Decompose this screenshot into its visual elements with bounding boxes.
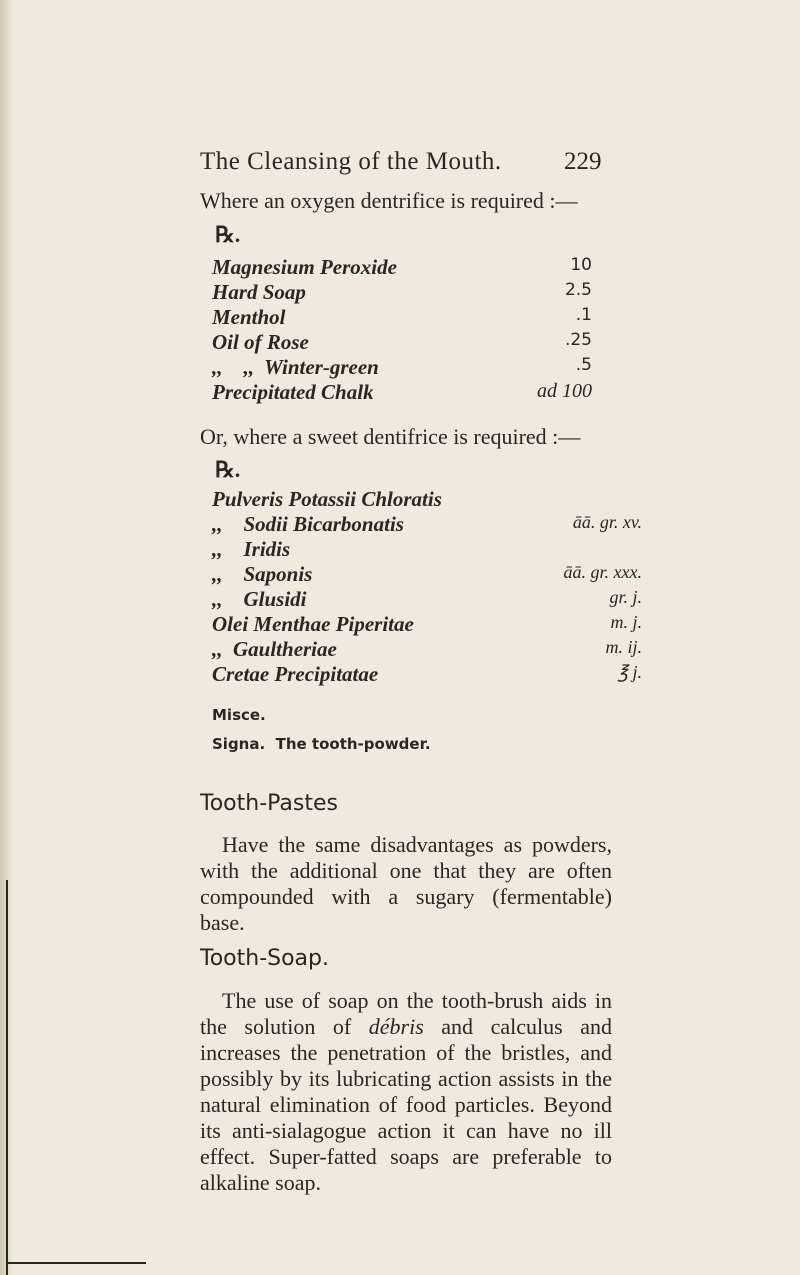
ingredient-qty: 10 — [570, 255, 592, 275]
ingredient-name: Precipitated Chalk — [212, 380, 374, 404]
ingredient-qty: ℥ j. — [617, 662, 642, 682]
ingredient-qty: .5 — [575, 355, 592, 375]
ingredient-name: Magnesium Peroxide — [212, 255, 397, 279]
recipe-symbol: ℞. — [215, 457, 241, 482]
signa-label: Signa. The tooth-powder. — [212, 735, 431, 753]
ingredient-name: ,, Glusidi — [212, 587, 307, 611]
ingredient-name: ,, Iridis — [212, 537, 291, 561]
ingredient-qty: gr. j. — [609, 587, 642, 607]
ingredient-qty: .25 — [564, 330, 592, 350]
paragraph-tooth-pastes — [200, 832, 612, 936]
heading-tooth-soap: Tooth-Soap. — [200, 946, 329, 971]
running-head: The Cleansing of the Mouth. — [200, 148, 502, 175]
ingredient-qty: 2.5 — [564, 280, 592, 300]
paragraph-emphasis: débris — [368, 1014, 424, 1039]
ingredient-qty: .1 — [575, 305, 592, 325]
ingredient-name: ,, Saponis — [212, 562, 313, 586]
ingredient-qty: āā. gr. xv. — [572, 512, 642, 532]
section2-intro: Or, where a sweet dentifrice is required :— — [200, 424, 581, 449]
paragraph-text: Have the same disadvantages as powders, with the additional one that they are often compounded with a sugary (fermentable) base. — [200, 832, 612, 935]
paragraph-text-b: and calculus and increases the penetration of the bristles, and possibly by its lubricating action assists in the natural elimination of food particles. Beyond its anti-sialagogue action it can have no ill effect. Super-fatted soaps are preferable to alkaline soap. — [200, 1014, 612, 1195]
ingredient-name: Pulveris Potassii Chloratis — [212, 487, 442, 511]
ingredient-name: Hard Soap — [212, 280, 306, 304]
section1-intro: Where an oxygen dentrifice is required :— — [200, 188, 578, 213]
page-number: 229 — [564, 148, 602, 175]
paragraph-text-a: The use of soap on the tooth-brush aids in the solution of — [200, 988, 612, 1039]
ingredient-name: ,, Gaultheriae — [212, 637, 337, 661]
ingredient-qty: ad 100 — [537, 380, 592, 402]
ingredient-name: Olei Menthae Piperitae — [212, 612, 414, 636]
ingredient-name: Cretae Precipitatae — [212, 662, 379, 686]
ingredient-name: ,, Sodii Bicarbonatis — [212, 512, 404, 536]
ingredient-name: ,, ,, Winter-green — [212, 355, 379, 379]
ingredient-qty: m. ij. — [605, 637, 642, 657]
misce-label: Misce. — [212, 706, 266, 724]
paragraph-tooth-soap — [200, 988, 612, 1196]
page-header — [200, 148, 800, 180]
ingredient-qty: m. j. — [610, 612, 642, 632]
page-edge-line — [6, 880, 8, 1275]
page-corner-line — [6, 1262, 146, 1264]
heading-tooth-pastes: Tooth-Pastes — [200, 791, 338, 816]
ingredient-qty: āā. gr. xxx. — [563, 562, 642, 582]
recipe-symbol: ℞. — [215, 222, 241, 247]
ingredient-name: Oil of Rose — [212, 330, 309, 354]
ingredient-name: Menthol — [212, 305, 286, 329]
